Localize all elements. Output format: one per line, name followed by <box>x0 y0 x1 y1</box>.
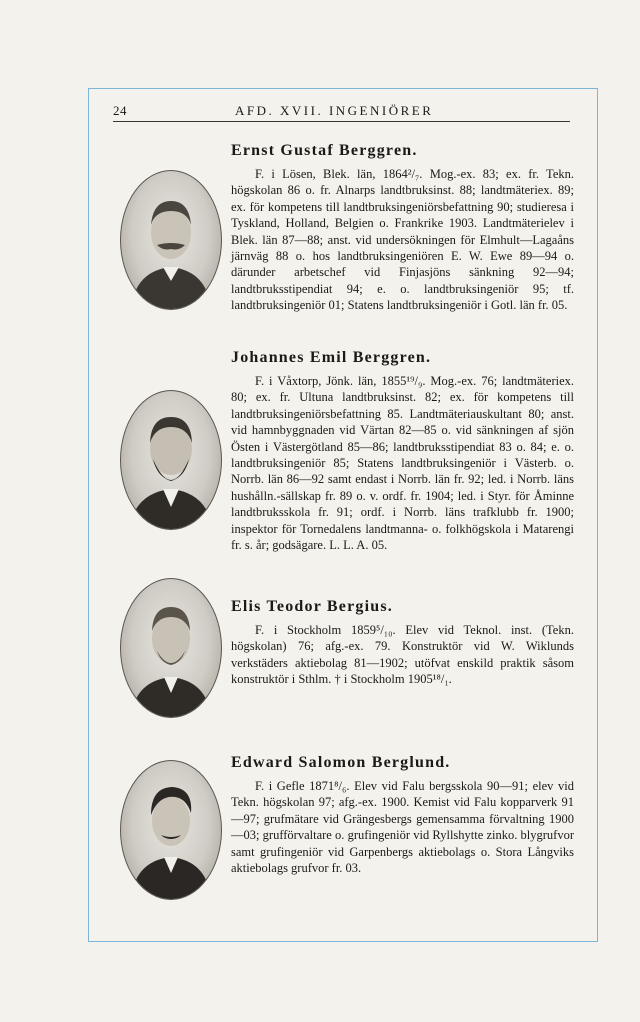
biography-entry <box>231 141 574 314</box>
biography-entry <box>231 597 574 688</box>
person-name: Ernst Gustaf Berggren. <box>231 142 418 159</box>
page-number: 24 <box>113 103 127 118</box>
biography-text: F. i Våxtorp, Jönk. län, 1855¹⁹/₉. Mog.-ex. 76; landtmäteriex. 80; ex. fr. Ultuna landtbruksinst. 82; ex. för kompetens till landtbruksingeniörsbefattning 85. Landtmäteriauskultant 80; anst. vid hamnbyggnaden vid Värtan 82—85 o. vid sänkningen af sjön Östen i Västergötland 85—86; landtbruksstipendiat 83 o. 84; e. o. landtbruksingeniör 85; Statens landtbruksingeniör i Västerb. o. Norrb. län 86—92 samt endast i Norrb. län fr. 92; led. i Norrb. läns hushålln.-sällskap fr. 89 o. v. ordf. fr. 1904; led. i Styr. för Åminne landtbruksskola fr. 91; ordf. i Norrb. läns trafklubb fr. 1900; inspektor för Tornedalens landtmanna- o. folkhögskola i Matarengi fr. s. år; godsägare. L. L. A. 05. <box>231 374 574 553</box>
portrait-johannes-emil-berggren <box>120 390 222 530</box>
biography-text: F. i Lösen, Blek. län, 1864²/₇. Mog.-ex. 83; ex. fr. Tekn. högskolan 86 o. fr. Alnarps landtbruksinst. 88; landtmäteriex. 89; ex. för kompetens till landtbruksingeniörsbefattning 90; studieresa i Tyskland, Holland, Belgien o. Frankrike 1903. Landtmäterielev i Blek. län 87—88; anst. vid undersökningen för Elmhult—Lagaåns järnväg 88 o. hos landtbruksingeniören E. W. Ewe 89—94 o. därunder arbetschef vid Finjasjöns sänkning 92—94; landtbruksstipendiat 94; e. o. landtbruksingeniör 95; tf. landtbruksingeniör 01; Statens landtbruksingeniör i Gotl. län fr. 05. <box>231 167 574 313</box>
section-title: AFD. XVII. INGENIÖRER <box>235 103 434 118</box>
biography-text: F. i Stockholm 1859⁵/₁₀. Elev vid Teknol. inst. (Tekn. högskolan) 76; afg.-ex. 79. Konstruktör vid W. Wiklunds verkstäders aktiebolag 81—1902; utöfvat enskild praktik såsom konstruktör i Sthlm. † i Stockholm 1905¹⁸/₁. <box>231 623 574 687</box>
person-name: Edward Salomon Berglund. <box>231 754 451 771</box>
biography-text: F. i Gefle 1871⁸/₆. Elev vid Falu bergsskola 90—91; elev vid Tekn. högskolan 97; afg.-ex. 1900. Kemist vid Falu kopparverk 91—97; grufmätare vid Grängesbergs gemensamma förvaltning 1900—03; grufförvaltare o. grufingeniör vid Ryllshytte zinko. blygrufvor samt grufingeniör vid Garpenbergs aktiebolags o. Stora Långviks aktiebolags grufvor fr. 03. <box>231 779 574 876</box>
person-name: Elis Teodor Bergius. <box>231 598 393 615</box>
header-rule <box>113 121 570 122</box>
biography-entry <box>231 753 574 876</box>
portrait-ernst-gustaf-berggren <box>120 170 222 310</box>
biography-entry <box>231 348 574 553</box>
portrait-edward-salomon-berglund <box>120 760 222 900</box>
person-name: Johannes Emil Berggren. <box>231 349 432 366</box>
portrait-elis-teodor-bergius <box>120 578 222 718</box>
